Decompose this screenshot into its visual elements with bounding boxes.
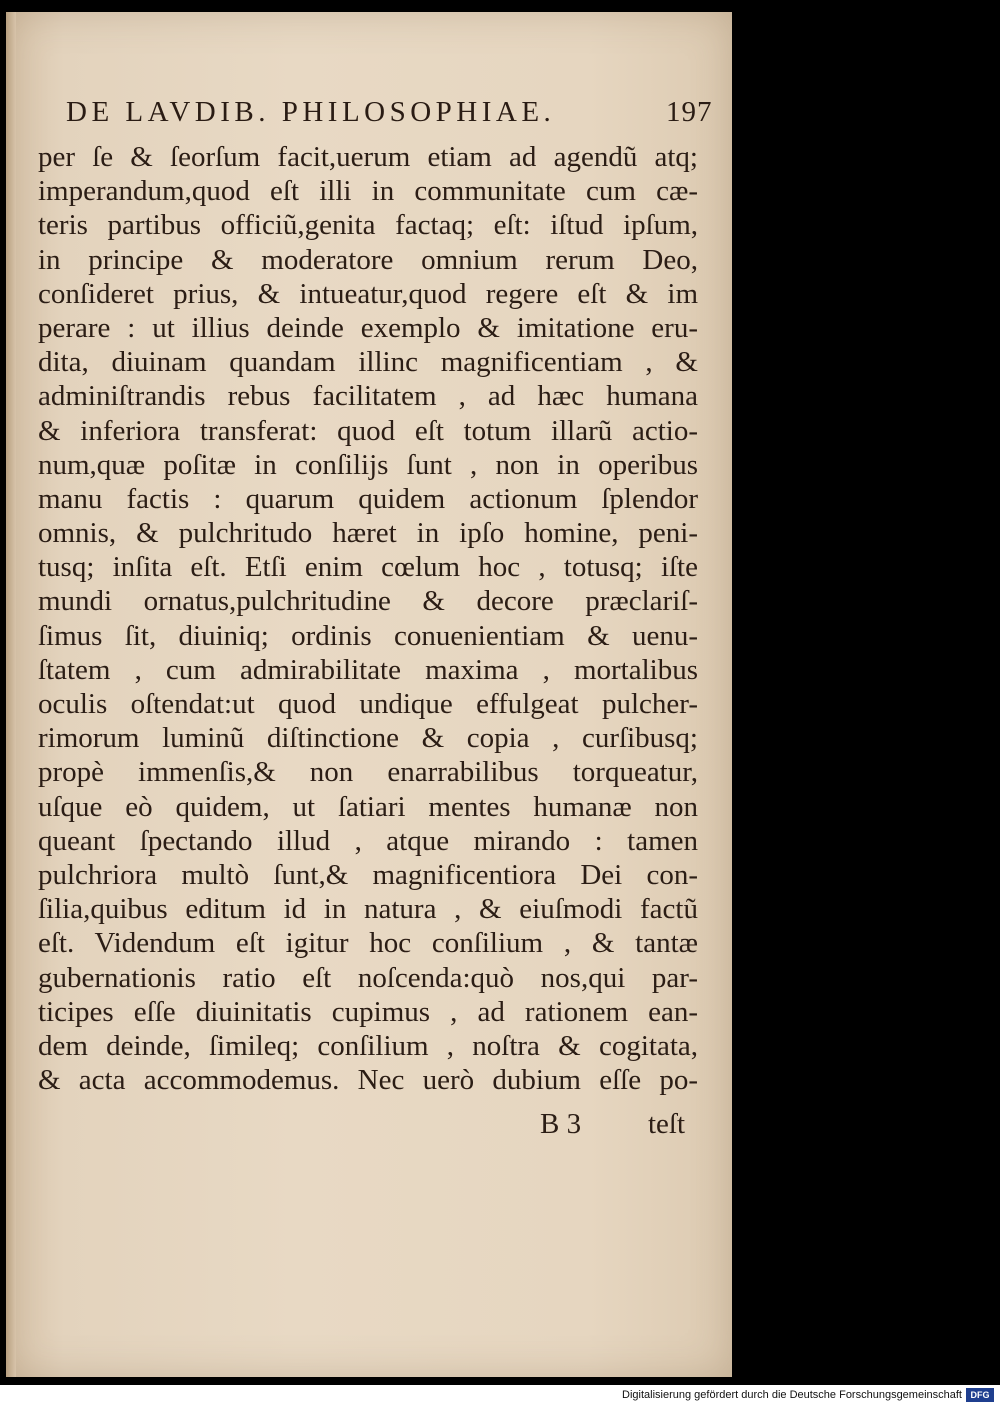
text-line: dita, diuinam quandam illinc magnificentiam , & <box>38 346 698 379</box>
text-line: omnis, & pulchritudo hæret in ipſo homine, peni- <box>38 517 698 550</box>
text-line: per ſe & ſeorſum facit,uerum etiam ad agendũ atq; <box>38 141 698 173</box>
text-line: uſque eò quidem, ut ſatiari mentes humanæ non <box>38 790 698 823</box>
text-line: manu factis : quarum quidem actionum ſplendor <box>38 482 698 515</box>
catchword: teſt <box>648 1108 686 1140</box>
text-line: ſimus ſit, diuiniq; ordinis conuenientiam & uenu- <box>38 619 698 652</box>
funding-credit: Digitalisierung gefördert durch die Deutsche Forschungsgemeinschaft <box>622 1389 962 1401</box>
text-line: ticipes eſſe diuinitatis cupimus , ad rationem ean- <box>38 995 698 1028</box>
text-line: oculis oſtendat:ut quod undique effulgeat pulcher- <box>38 688 698 720</box>
text-line: gubernationis ratio eſt noſcenda:quò nos,qui par- <box>38 961 698 994</box>
text-line: & inferiora transferat: quod eſt totum illarũ actio- <box>38 414 698 447</box>
text-line: rimorum luminũ diſtinctione & copia , curſibusq; <box>38 722 698 755</box>
text-line: eſt. Videndum eſt igitur hoc conſilium , & tantæ <box>38 927 698 960</box>
text-line: dem deinde, ſimileq; conſilium , noſtra & cogitata, <box>38 1029 698 1062</box>
text-line: propè immenſis,& non enarrabilibus torqueatur, <box>38 756 698 789</box>
text-line: mundi ornatus,pulchritudine & decore præclariſ- <box>38 585 698 618</box>
text-line: queant ſpectando illud , atque mirando : tamen <box>38 824 698 857</box>
text-line: conſideret prius, & intueatur,quod regere eſt & im <box>38 277 698 310</box>
text-line: adminiſtrandis rebus facilitatem , ad hæc humana <box>38 380 698 413</box>
text-line: in principe & moderatore omnium rerum Deo, <box>38 243 698 276</box>
body-text <box>38 140 698 1097</box>
text-line: tusq; inſita eſt. Etſi enim cœlum hoc , totusq; iſte <box>38 551 698 584</box>
text-line: num,quæ poſitæ in conſilijs ſunt , non in operibus <box>38 448 698 481</box>
signature-line <box>540 1108 700 1144</box>
page-number: 197 <box>666 96 713 128</box>
running-head <box>66 96 716 136</box>
footer-bar <box>0 1385 1000 1406</box>
text-line: pulchriora multò ſunt,& magnificentiora Dei con- <box>38 858 698 891</box>
text-line: ſilia,quibus editum id in natura , & eiuſmodi factũ <box>38 893 698 926</box>
signature-mark: B 3 <box>540 1108 582 1140</box>
text-line: & acta accommodemus. Nec uerò dubium eſſe po- <box>38 1064 698 1097</box>
dfg-logo-icon: DFG <box>966 1388 994 1402</box>
running-title: DE LAVDIB. PHILOSOPHIAE. <box>66 96 556 128</box>
text-line: teris partibus officiũ,genita factaq; eſt: iſtud ipſum, <box>38 209 698 242</box>
text-line: ſtatem , cum admirabilitate maxima , mortalibus <box>38 653 698 686</box>
page-gutter <box>6 12 16 1377</box>
text-line: imperandum,quod eſt illi in communitate cum cæ- <box>38 175 698 208</box>
text-line: perare : ut illius deinde exemplo & imitatione eru- <box>38 311 698 344</box>
